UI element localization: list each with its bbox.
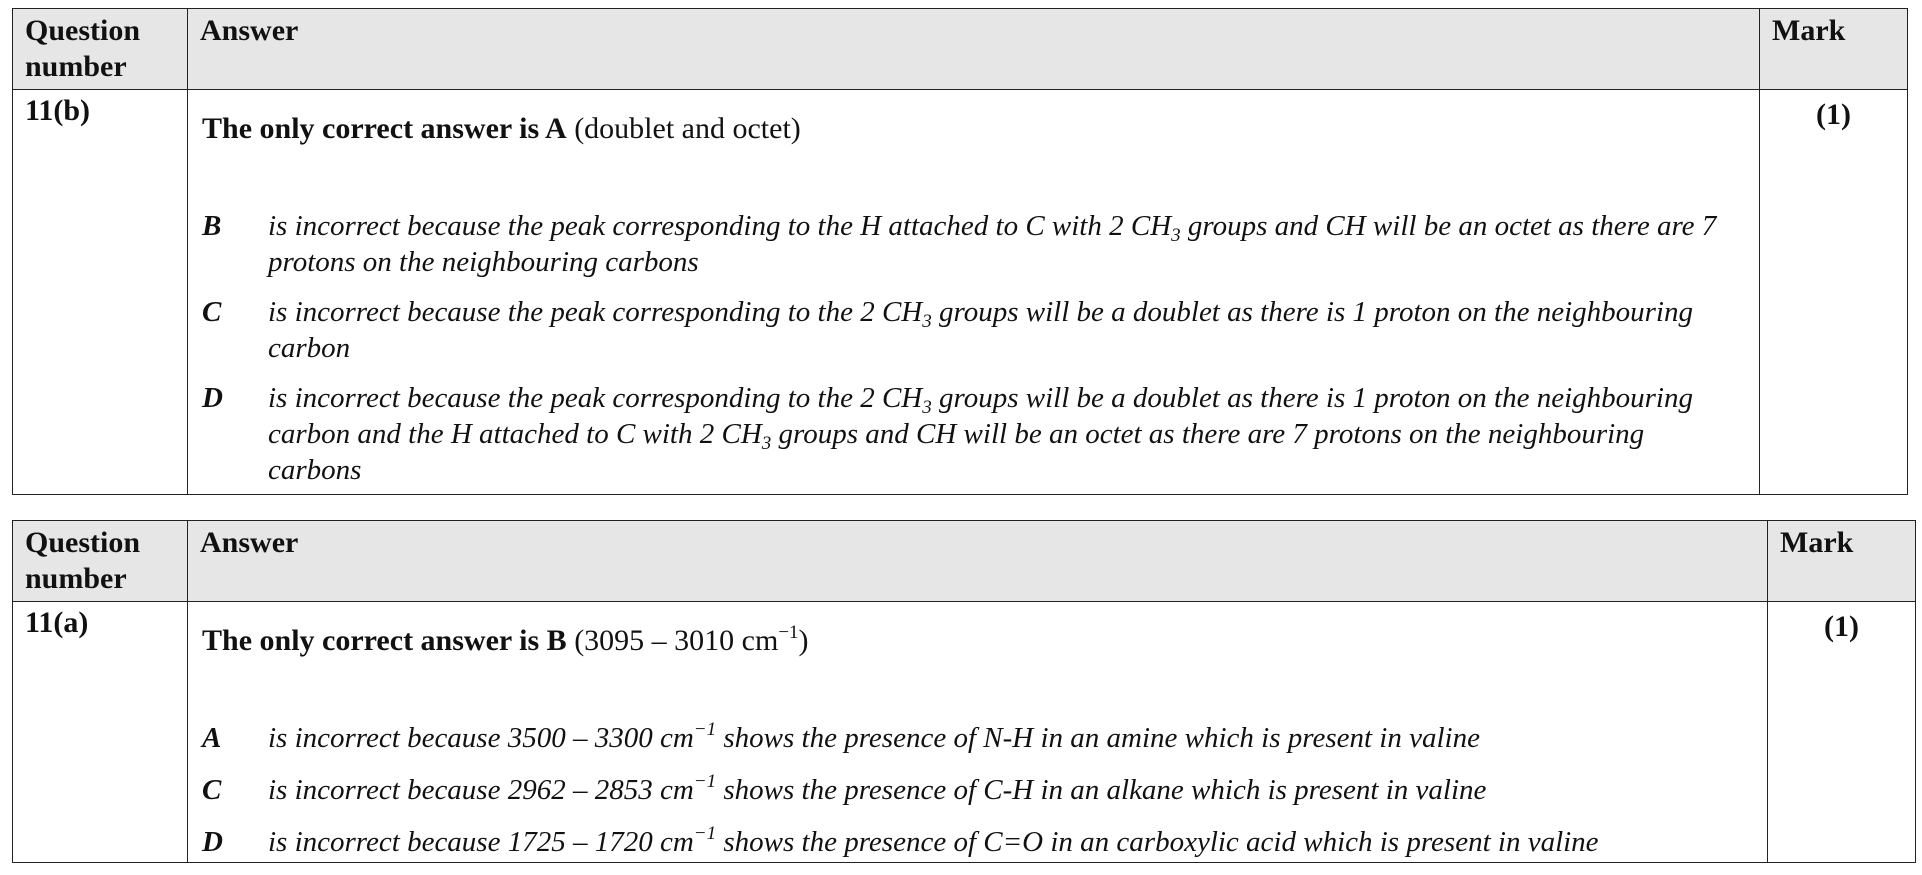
- mark-value: (1): [1768, 602, 1916, 863]
- header-answer: Answer: [188, 9, 1760, 90]
- mark-scheme-table-11b: [12, 8, 1908, 495]
- option-letter: D: [202, 382, 223, 414]
- option-row-a: [202, 720, 1753, 756]
- option-row-d: [202, 824, 1753, 860]
- mark-value: (1): [1760, 90, 1908, 495]
- answer-cell: [188, 90, 1760, 495]
- option-row-c: [202, 294, 1745, 366]
- option-letter: A: [202, 722, 222, 754]
- option-letter: B: [202, 210, 222, 242]
- correct-answer-detail: (doublet and octet): [566, 112, 801, 145]
- option-explanation: is incorrect because 3500 – 3300 $cm^{-1}$ shows the presence of N-H in an amine which is present in valine: [268, 719, 1480, 754]
- question-number: 11(b): [13, 90, 188, 495]
- option-explanation: is incorrect because the peak corresponding to the H attached to C with 2 $CH_3$ groups and CH will be an octet as there are 7 protons on the neighbouring carbons: [268, 210, 1717, 278]
- option-explanation: is incorrect because 2962 – 2853 $cm^{-1}$ shows the presence of C-H in an alkane which is present in valine: [268, 771, 1487, 806]
- option-row-b: [202, 208, 1745, 280]
- correct-answer-prefix: The only correct answer is A: [202, 112, 567, 145]
- option-explanation: is incorrect because 1725 – 1720 $cm^{-1}$ shows the presence of C=O in an carboxylic acid which is present in valine: [268, 823, 1599, 858]
- question-number: 11(a): [13, 602, 188, 863]
- option-row-d: [202, 380, 1745, 488]
- correct-answer: [202, 112, 1745, 146]
- option-explanation: is incorrect because the peak corresponding to the 2 $CH_3$ groups will be a doublet as there is 1 proton on the neighbouring carbon: [268, 296, 1693, 364]
- header-mark: Mark: [1768, 521, 1916, 602]
- option-explanation: is incorrect because the peak corresponding to the 2 $CH_3$ groups will be a doublet as there is 1 proton on the neighbouring carbon and the H attached to C with 2 $CH_3$ groups and CH will be an octet as there are 7 protons on the neighbouring carbons: [268, 382, 1693, 486]
- header-mark: Mark: [1760, 9, 1908, 90]
- option-letter: C: [202, 774, 222, 806]
- header-question-number: Question number: [13, 9, 188, 90]
- header-question-number: Question number: [13, 521, 188, 602]
- option-letter: D: [202, 826, 223, 858]
- correct-answer-prefix: The only correct answer is B: [202, 624, 567, 657]
- mark-scheme-table-11a: [12, 520, 1916, 863]
- correct-answer: [202, 624, 1753, 658]
- option-row-c: [202, 772, 1753, 808]
- correct-answer-detail: (3095 – 3010 $cm^{-1}$): [566, 622, 809, 657]
- option-letter: C: [202, 296, 222, 328]
- answer-cell: [188, 602, 1768, 863]
- header-answer: Answer: [188, 521, 1768, 602]
